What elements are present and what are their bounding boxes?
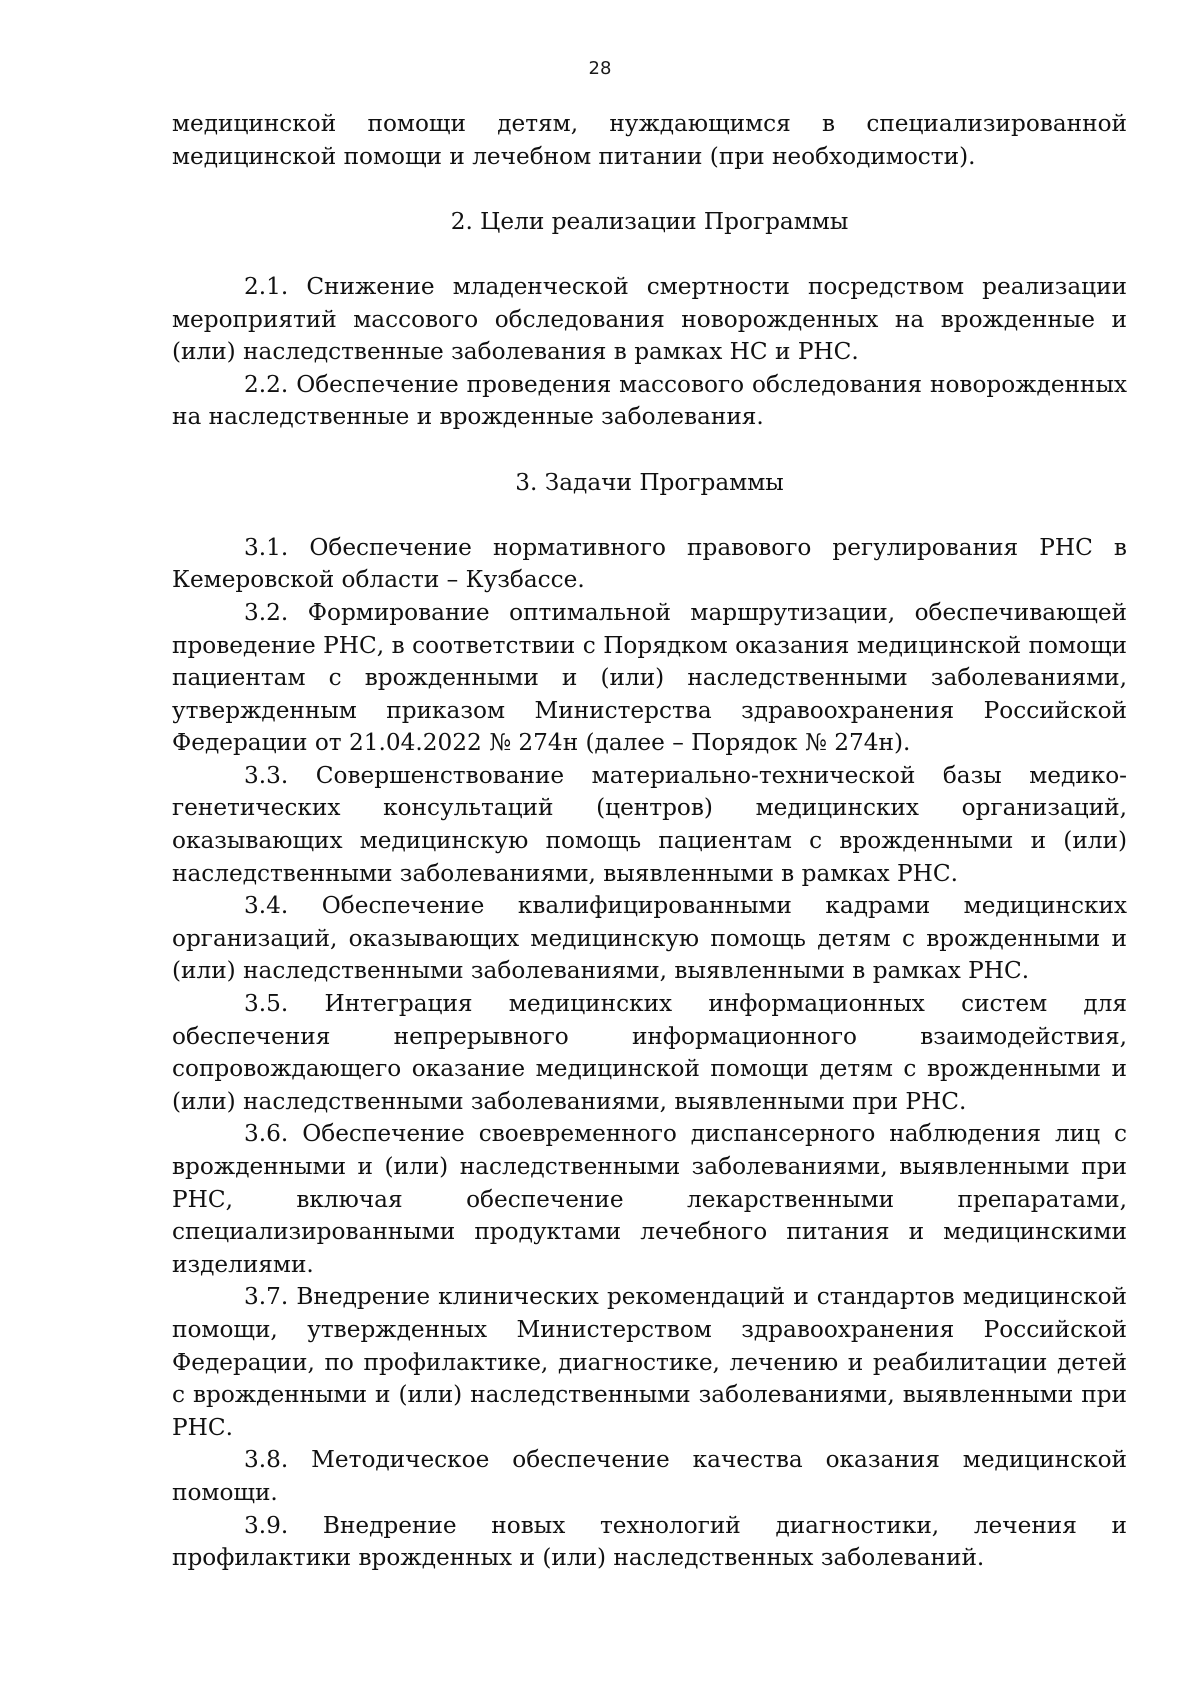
intro-paragraph: медицинской помощи детям, нуждающимся в специализированной медицинской помощи и лечебном питании (при необходимости).: [172, 110, 1127, 170]
paragraph-2-1: 2.1. Снижение младенческой смертности посредством реализации мероприятий массового обследования новорожденных на врожденные и (или) наследственные заболевания в рамках НС и РНС.: [172, 272, 1127, 366]
spacer: [172, 173, 1127, 206]
paragraph-3-2: 3.2. Формирование оптимальной маршрутизации, обеспечивающей проведение РНС, в соответствии с Порядком оказания медицинской помощи пациентам с врожденными и (или) наследственными заболеваниями, утвержденным приказом Министерства здравоохранения Российской Федерации от 21.04.2022 № 274н (далее – Порядок № 274н).: [172, 598, 1127, 757]
paragraph-2-2: 2.2. Обеспечение проведения массового обследования новорожденных на наследственные и врожденные заболевания.: [172, 370, 1127, 431]
paragraph-3-3: 3.3. Совершенствование материально-технической базы медико-генетических консультаций (центров) медицинских организаций, оказывающих медицинскую помощь пациентам с врожденными и (или) наследственными заболеваниями, выявленными в рамках РНС.: [172, 761, 1127, 887]
paragraph-3-4: 3.4. Обеспечение квалифицированными кадрами медицинских организаций, оказывающих медицинскую помощь детям с врожденными и (или) наследственными заболеваниями, выявленными в рамках РНС.: [172, 892, 1127, 985]
paragraph-3-8: 3.8. Методическое обеспечение качества оказания медицинской помощи.: [172, 1446, 1127, 1506]
paragraph-3-6: 3.6. Обеспечение своевременного диспансерного наблюдения лиц с врожденными и (или) наследственными заболеваниями, выявленными при РНС, включая обеспечение лекарственными препаратами, специализированными продуктами лечебного питания и медицинскими изделиями.: [172, 1120, 1127, 1278]
page-number: 28: [588, 58, 612, 79]
paragraph-3-9: 3.9. Внедрение новых технологий диагностики, лечения и профилактики врожденных и (или) наследственных заболеваний.: [172, 1511, 1127, 1572]
section-3-heading: 3. Задачи Программы: [515, 468, 784, 496]
section-2-heading: 2. Цели реализации Программы: [450, 207, 849, 235]
spacer: [172, 434, 1127, 467]
paragraph-3-1: 3.1. Обеспечение нормативного правового регулирования РНС в Кемеровской области – Кузбассе.: [172, 533, 1127, 594]
paragraph-3-5: 3.5. Интеграция медицинских информационных систем для обеспечения непрерывного информационного взаимодействия, сопровождающего оказание медицинской помощи детям с врожденными и (или) наследственными заболеваниями, выявленными при РНС.: [172, 990, 1127, 1115]
spacer: [172, 499, 1127, 532]
spacer: [172, 238, 1127, 271]
paragraph-3-7: 3.7. Внедрение клинических рекомендаций и стандартов медицинской помощи, утвержденных Министерством здравоохранения Российской Федерации, по профилактике, диагностике, лечению и реабилитации детей с врожденными и (или) наследственными заболеваниями, выявленными при РНС.: [172, 1283, 1127, 1441]
document-body: [172, 108, 1127, 1575]
